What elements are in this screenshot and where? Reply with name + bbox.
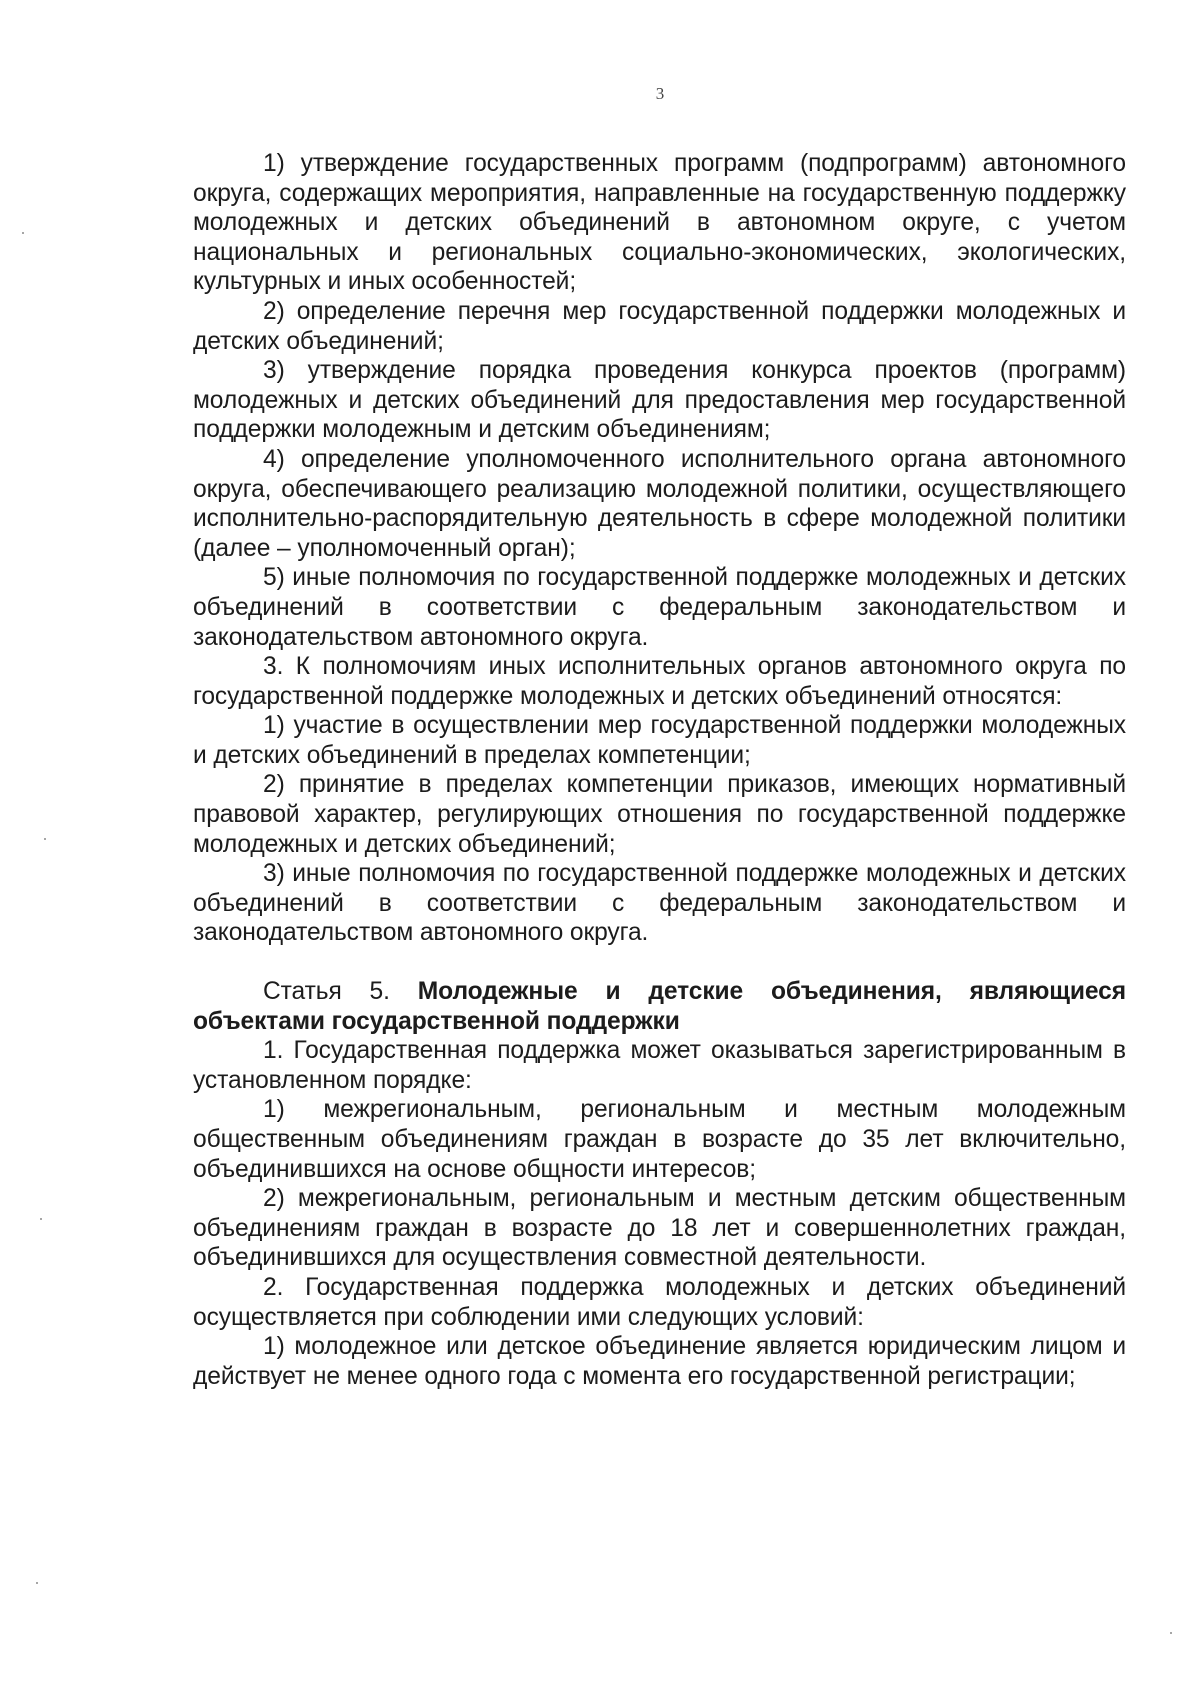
paragraph: 4) определение уполномоченного исполнительного органа автономного округа, обеспечивающего реализацию молодежной политики, осуществляющего исполнительно-распорядительную деятельность в сфере молодежной политики (далее – уполномоченный орган); — [193, 445, 1126, 562]
paragraph: 1) молодежное или детское объединение является юридическим лицом и действует не менее одного года с момента его государственной регистрации; — [193, 1333, 1126, 1390]
article-title: Молодежные и детские объединения, являющиеся объектами государственной поддержки — [193, 978, 1126, 1035]
scan-speck — [36, 1582, 38, 1584]
paragraph: 2) принятие в пределах компетенции приказов, имеющих нормативный правовой характер, регулирующих отношения по государственной поддержке молодежных и детских объединений; — [193, 771, 1126, 858]
paragraph: 3) утверждение порядка проведения конкурса проектов (программ) молодежных и детских объединений для предоставления мер государственной поддержки молодежным и детским объединениям; — [193, 357, 1126, 444]
paragraph: 3) иные полномочия по государственной поддержке молодежных и детских объединений в соответствии с федеральным законодательством и законодательством автономного округа. — [193, 860, 1126, 947]
paragraph: 1) утверждение государственных программ (подпрограмм) автономного округа, содержащих мероприятия, направленные на государственную поддержку молодежных и детских объединений в автономном округе, с учетом национальных и региональных социально-экономических, экологических, культурных и иных особенностей; — [193, 150, 1126, 296]
paragraph: 2) определение перечня мер государственной поддержки молодежных и детских объединений; — [193, 297, 1126, 355]
scan-speck — [44, 838, 46, 840]
upper-text-block — [193, 149, 1126, 1391]
paragraph: 1. Государственная поддержка может оказываться зарегистрированным в установленном порядке: — [193, 1037, 1126, 1094]
paragraph: 2. Государственная поддержка молодежных и детских объединений осуществляется при соблюдении ими следующих условий: — [193, 1273, 1126, 1331]
paragraph: 3. К полномочиям иных исполнительных органов автономного округа по государственной поддержке молодежных и детских объединений относятся: — [193, 653, 1126, 710]
scan-speck — [22, 232, 24, 234]
article-heading — [193, 977, 1126, 1036]
article-prefix: Статья 5. — [263, 978, 418, 1006]
page-number: 3 — [655, 84, 665, 103]
scan-speck — [40, 1218, 42, 1220]
paragraph: 2) межрегиональным, региональным и местным детским общественным объединениям граждан в возрасте до 18 лет и совершеннолетних граждан, объединившихся для осуществления совместной деятельности. — [193, 1185, 1126, 1272]
scan-speck — [1170, 1632, 1172, 1634]
paragraph: 5) иные полномочия по государственной поддержке молодежных и детских объединений в соответствии с федеральным законодательством и законодательством автономного округа. — [193, 564, 1126, 651]
paragraph: 1) участие в осуществлении мер государственной поддержки молодежных и детских объединений в пределах компетенции; — [193, 712, 1126, 769]
paragraph: 1) межрегиональным, региональным и местным молодежным общественным объединениям граждан в возрасте до 35 лет включительно, объединившихся на основе общности интересов; — [193, 1096, 1126, 1183]
